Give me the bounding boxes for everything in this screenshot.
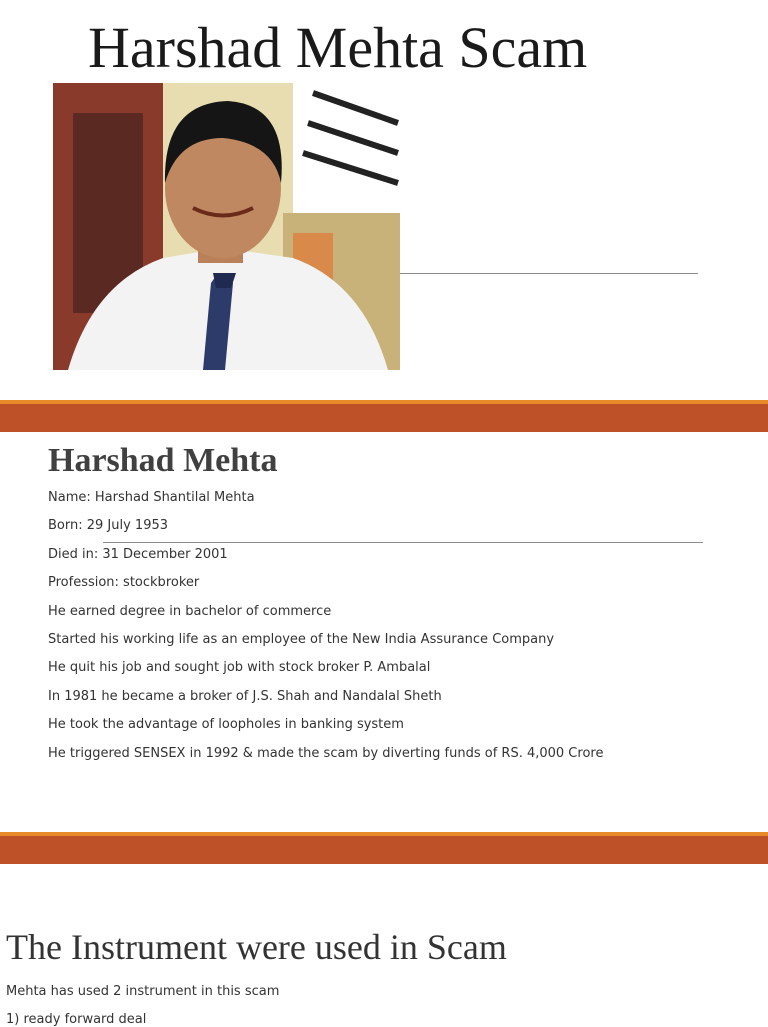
list-item: Died in: 31 December 2001 [48, 546, 228, 562]
portrait-photo [53, 83, 400, 370]
list-item: Started his working life as an employee of the New India Assurance Company [48, 631, 555, 647]
body-text: Mehta has used 2 instrument in this scam [6, 984, 280, 999]
divider-line [400, 273, 698, 274]
slide-3-title: The Instrument were used in Scam [6, 927, 507, 967]
slide-2 [0, 432, 768, 832]
list-item: In 1981 he became a broker of J.S. Shah and Nandalal Sheth [48, 688, 442, 704]
slide-2-title: Harshad Mehta [48, 442, 278, 479]
slide-1-title: Harshad Mehta Scam [88, 15, 588, 80]
list-item: He took the advantage of loopholes in banking system [48, 717, 404, 733]
list-item: He earned degree in bachelor of commerce [48, 603, 332, 619]
list-item: Profession: stockbroker [48, 575, 200, 591]
slide-3 [0, 864, 768, 1027]
slide-separator [0, 832, 768, 864]
slide-separator [0, 400, 768, 432]
fact-list [48, 489, 603, 773]
list-item: He quit his job and sought job with stock broker P. Ambalal [48, 660, 431, 676]
portrait-illustration [53, 83, 400, 370]
slide-1 [0, 0, 768, 400]
list-item: He triggered SENSEX in 1992 & made the scam by diverting funds of RS. 4,000 Crore [48, 745, 604, 761]
list-item: Born: 29 July 1953 [48, 518, 169, 534]
list-item: Name: Harshad Shantilal Mehta [48, 490, 255, 505]
body-text: 1) ready forward deal [6, 1012, 147, 1027]
